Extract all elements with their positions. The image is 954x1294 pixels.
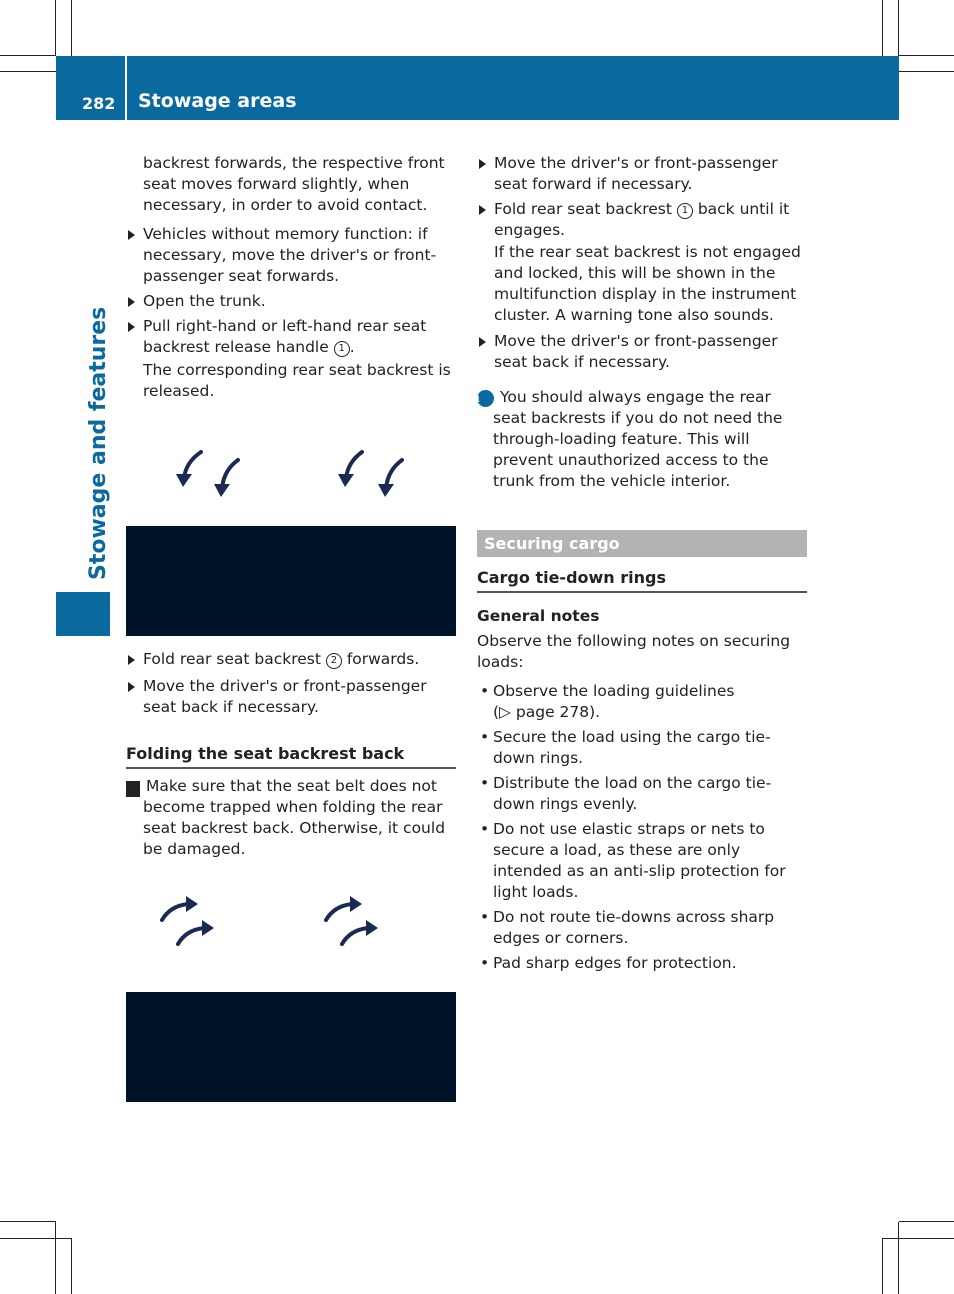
step-arrow-icon bbox=[479, 337, 486, 347]
notes-intro: Observe the following notes on securing loads: bbox=[477, 632, 791, 671]
callout-number-icon: 1 bbox=[677, 203, 693, 219]
fold-forward-arrows-icon bbox=[126, 422, 456, 526]
illustration-fold-back bbox=[126, 992, 456, 1102]
chapter-tab bbox=[56, 592, 110, 636]
step-text: forwards. bbox=[341, 650, 420, 668]
step-text: back until it engages. bbox=[494, 200, 790, 239]
warning-note bbox=[121, 776, 456, 860]
crop-mark bbox=[0, 55, 56, 56]
step-text: Fold rear seat backrest bbox=[143, 650, 326, 668]
warning-text: Make sure that the seat belt does not become trapped when folding the rear seat backrest back. Otherwise, it could be damaged. bbox=[143, 777, 446, 858]
left-column bbox=[121, 150, 456, 1102]
section-title-bar: Securing cargo bbox=[477, 530, 807, 557]
step-result: If the rear seat backrest is not engaged and locked, this will be shown in the multifunction display in the instrument cluster. A warning tone also sounds. bbox=[494, 243, 801, 324]
instruction-step bbox=[126, 291, 456, 312]
crop-mark bbox=[0, 1221, 56, 1222]
instruction-step bbox=[477, 199, 807, 241]
info-text: You should always engage the rear seat backrests if you do not need the through-loading feature. This will prevent unauthorized access to the trunk from the vehicle interior. bbox=[493, 388, 783, 490]
callout-number-icon: 1 bbox=[334, 341, 350, 357]
chapter-label: Stowage and features bbox=[86, 306, 111, 580]
crop-mark bbox=[882, 1238, 883, 1294]
list-item bbox=[477, 819, 807, 903]
instruction-step bbox=[126, 649, 456, 670]
list-item bbox=[477, 773, 807, 815]
page-title: Stowage areas bbox=[138, 90, 297, 112]
step-arrow-icon bbox=[479, 159, 486, 169]
minor-heading: General notes bbox=[477, 607, 600, 625]
fold-forward-arrows bbox=[126, 422, 456, 526]
crop-mark bbox=[0, 1238, 72, 1239]
step-arrow-icon bbox=[128, 682, 135, 692]
crop-mark bbox=[899, 55, 954, 56]
step-text: Move the driver's or front-passenger seat forward if necessary. bbox=[494, 154, 778, 193]
step-text: . bbox=[349, 338, 355, 356]
illustration-fold-forward bbox=[126, 526, 456, 636]
section-subheading: Folding the seat backrest back bbox=[126, 743, 456, 769]
intro-text: backrest forwards, the respective front seat moves forward slightly, when necessary, in order to avoid contact. bbox=[143, 154, 445, 214]
crop-mark bbox=[882, 0, 883, 56]
step-arrow-icon bbox=[128, 297, 135, 307]
list-item bbox=[477, 953, 807, 974]
bullet-icon: • bbox=[480, 728, 490, 746]
step-arrow-icon bbox=[128, 655, 135, 665]
list-item bbox=[477, 907, 807, 949]
instruction-step bbox=[126, 224, 456, 287]
step-text: Pull right-hand or left-hand rear seat backrest release handle bbox=[143, 317, 427, 356]
step-arrow-icon bbox=[128, 230, 135, 240]
step-result: The corresponding rear seat backrest is released. bbox=[143, 361, 451, 400]
step-text: Move the driver's or front-passenger seat back if necessary. bbox=[143, 677, 427, 716]
bullet-icon: • bbox=[480, 774, 490, 792]
instruction-step bbox=[126, 676, 456, 718]
crop-mark bbox=[55, 0, 56, 56]
crop-mark bbox=[0, 71, 56, 72]
header-divider bbox=[125, 56, 127, 120]
fold-back-arrows bbox=[126, 880, 456, 992]
step-text: Vehicles without memory function: if necessary, move the driver's or front-passenger seat forwards. bbox=[143, 225, 437, 285]
crop-mark bbox=[71, 0, 72, 56]
bullet-icon: • bbox=[480, 820, 490, 838]
step-text: Fold rear seat backrest bbox=[494, 200, 677, 218]
instruction-step bbox=[126, 316, 456, 358]
list-item-text: Secure the load using the cargo tie-down rings. bbox=[493, 728, 771, 767]
list-item bbox=[477, 727, 807, 769]
step-arrow-icon bbox=[128, 322, 135, 332]
crop-mark bbox=[898, 0, 899, 56]
callout-number-icon: 2 bbox=[326, 653, 342, 669]
bullet-icon: • bbox=[480, 908, 490, 926]
bullet-icon: • bbox=[480, 682, 490, 700]
crop-mark bbox=[55, 1222, 56, 1294]
page-reference-link[interactable]: (▷ page 278). bbox=[493, 703, 601, 721]
right-column bbox=[477, 150, 807, 974]
crop-mark bbox=[882, 1238, 954, 1239]
bullet-icon: • bbox=[480, 954, 490, 972]
list-item-text: Observe the loading guidelines bbox=[493, 682, 735, 700]
info-icon: i bbox=[477, 390, 494, 407]
step-arrow-icon bbox=[479, 205, 486, 215]
page-number: 282 bbox=[82, 94, 116, 113]
list-item-text: Do not route tie-downs across sharp edges or corners. bbox=[493, 908, 775, 947]
step-text: Open the trunk. bbox=[143, 292, 266, 310]
info-note bbox=[477, 387, 807, 492]
step-text: Move the driver's or front-passenger seat back if necessary. bbox=[494, 332, 778, 371]
instruction-step bbox=[477, 153, 807, 195]
section-subheading: Cargo tie-down rings bbox=[477, 567, 807, 593]
crop-mark bbox=[71, 1238, 72, 1294]
warning-icon: ! bbox=[126, 781, 140, 797]
list-item-text: Distribute the load on the cargo tie-down rings evenly. bbox=[493, 774, 772, 813]
fold-back-arrows-icon bbox=[126, 880, 456, 992]
list-item-text: Do not use elastic straps or nets to secure a load, as these are only intended as an anti-slip protection for light loads. bbox=[493, 820, 786, 901]
instruction-step bbox=[477, 331, 807, 373]
list-item-text: Pad sharp edges for protection. bbox=[493, 954, 737, 972]
crop-mark bbox=[899, 71, 954, 72]
crop-mark bbox=[899, 1221, 954, 1222]
crop-mark bbox=[898, 1222, 899, 1294]
list-item bbox=[477, 681, 807, 723]
